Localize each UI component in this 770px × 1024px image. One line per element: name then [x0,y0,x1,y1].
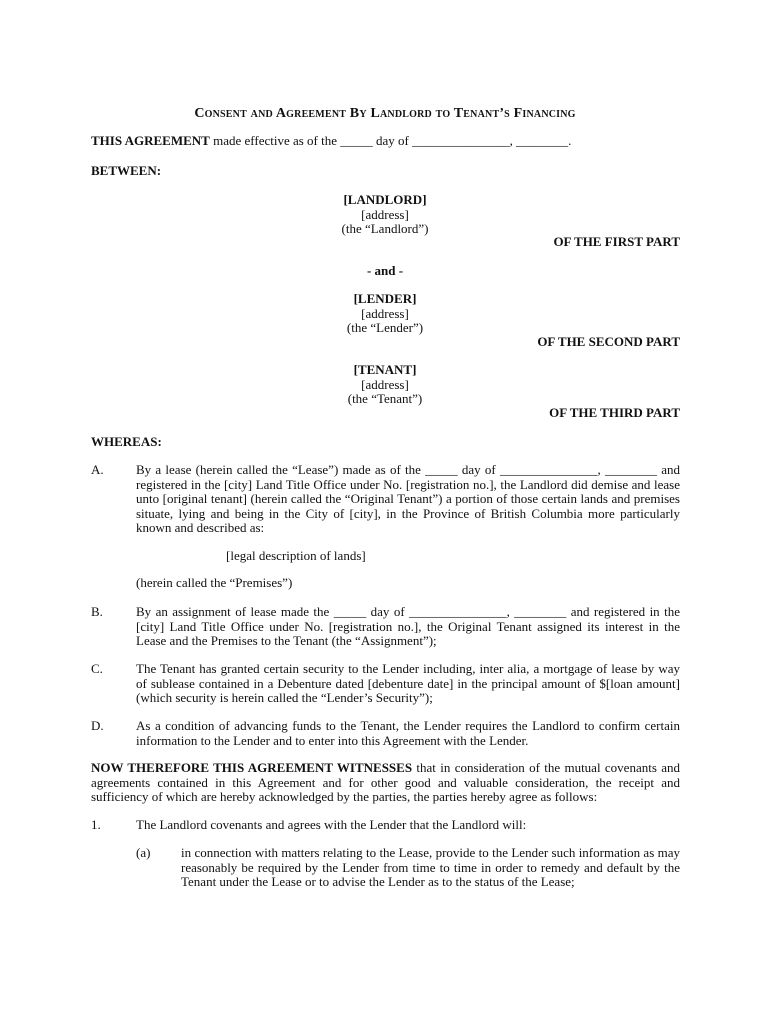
subclause-text: in connection with matters relating to the Lease, provide to the Lender such information as may reasonably be required by the Lender from time to time in order to remedy and default by the Tenant under the Lease or to advise the Lender as to the status of the Lease; [181,845,680,889]
party-name: [LANDLORD] [343,192,427,207]
party-address: [address] [361,305,409,321]
witnesses-paragraph [91,761,680,805]
clause-marker: 1. [91,817,101,832]
party-tenant [290,363,480,407]
recital-text: By a lease (herein called the “Lease”) made as of the _____ day of _______________, ________ and registered in the [city] Land Title Office under No. [registration no.], the Landlord did demise and lease unto [original tenant] (herein called the “Original Tenant”) a portion of those certain lands and premises situate, lying and being in the City of [city], in the Province of British Columbia more particularly known and described as: [136,462,680,535]
party-defined-term: (the “Landlord”) [341,221,429,236]
recital-text: As a condition of advancing funds to the Tenant, the Lender requires the Landlord to confirm certain information to the Lender and to enter into this Agreement with the Lender. [136,718,680,748]
document-title [0,107,770,122]
intro-lead: THIS AGREEMENT [91,133,210,148]
legal-description: [legal description of lands] [226,548,366,563]
recital-marker: B. [91,604,103,619]
party-part-label: OF THE SECOND PART [537,334,680,349]
party-name: [LENDER] [353,291,417,306]
recital-marker: D. [91,718,104,733]
party-part-label: OF THE FIRST PART [553,234,680,249]
recital-text: By an assignment of lease made the _____ day of _______________, ________ and registered in the [city] Land Title Office under No. [registration no.], the Original Tenant assigned its interest in the Lease and the Premises to the Tenant (the “Assignment”); [136,604,680,648]
document-title-text: Consent and Agreement By Landlord to Tenant’s Financing [194,106,576,121]
recital-marker: A. [91,462,104,477]
recital-text: The Tenant has granted certain security to the Lender including, inter alia, a mortgage of lease by way of sublease contained in a Debenture dated [debenture date] in the principal amount of $[loan amount] (which security is herein called the “Lender’s Security”); [136,661,680,705]
witnesses-lead: NOW THEREFORE THIS AGREEMENT WITNESSES [91,760,413,775]
party-defined-term: (the “Tenant”) [347,391,423,406]
intro-rest: made effective as of the _____ day of _______________, ________. [213,133,572,148]
whereas-label: WHEREAS: [91,434,162,449]
and-separator: - and - [366,263,404,278]
premises-defined-term: (herein called the “Premises”) [136,575,293,590]
subclause-marker: (a) [136,845,151,860]
party-part-label: OF THE THIRD PART [549,405,680,420]
party-address: [address] [361,376,409,392]
party-lender [290,292,480,336]
witnesses-rest: that in consideration of the mutual covenants and agreements contained in this Agreement and for other good and valuable consideration, the receipt and sufficiency of which are hereby acknowledged by the parties, the parties hereby agree as follows: [91,760,681,804]
recital-marker: C. [91,661,103,676]
clause-text: The Landlord covenants and agrees with the Lender that the Landlord will: [136,817,527,832]
party-landlord [290,193,480,237]
party-address: [address] [361,206,409,222]
party-name: [TENANT] [353,362,417,377]
intro-line [91,134,691,149]
party-defined-term: (the “Lender”) [346,320,424,335]
between-label: BETWEEN: [91,163,162,178]
